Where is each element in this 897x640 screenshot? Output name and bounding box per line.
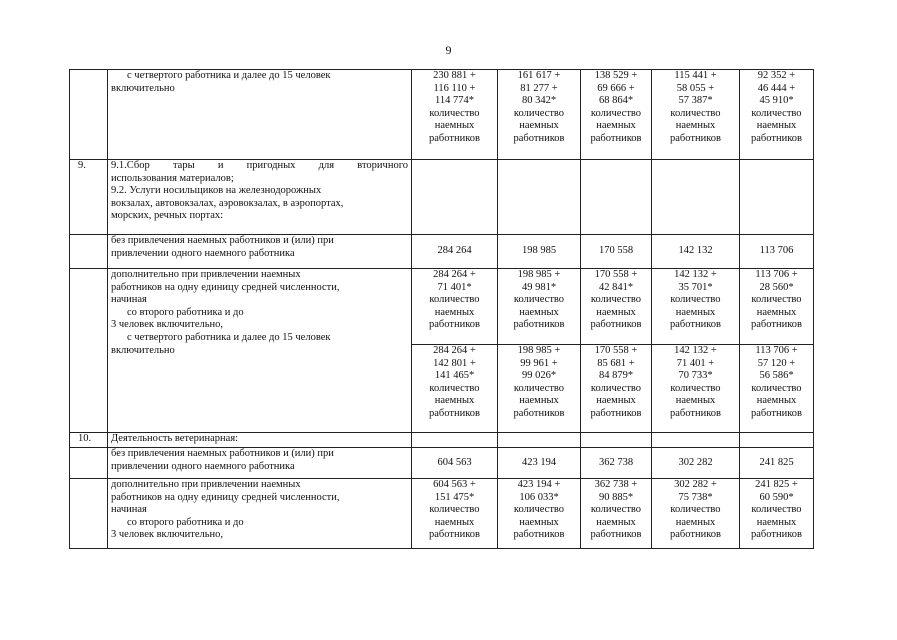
value-line: 161 617 + — [517, 70, 561, 81]
value-line: работников — [590, 407, 642, 419]
value-cell: 241 825 — [740, 448, 814, 479]
desc-line: работников на одну единицу средней численности, — [111, 281, 340, 293]
value-line: наемных — [434, 516, 475, 528]
value-line: работников — [670, 407, 721, 419]
value-line: 92 352 + — [757, 70, 796, 81]
value-line: количество — [751, 382, 802, 394]
value-line: наемных — [756, 395, 797, 407]
value-line: 604 563 + — [433, 479, 476, 490]
value-cell — [652, 345, 740, 433]
value-line: количество — [751, 294, 802, 306]
value-line: работников — [751, 529, 802, 541]
desc-line: 9.2. Услуги носильщиков на железнодорожных — [111, 185, 322, 197]
value-line: работников — [429, 132, 480, 144]
value-cell — [740, 479, 814, 549]
value-line: 75 738* — [678, 491, 713, 503]
value-cell: 302 282 — [652, 448, 740, 479]
value-line: 58 055 + — [676, 82, 715, 94]
value-cell — [581, 345, 652, 433]
value-line: количество — [513, 382, 565, 394]
value-cell — [412, 345, 498, 433]
value-line: 116 110 + — [433, 82, 476, 94]
value-cell — [581, 160, 652, 235]
value-line: 362 738 + — [594, 479, 638, 490]
value-cell: 198 985 — [498, 235, 581, 269]
value-line: количество — [429, 382, 480, 394]
value-line: количество — [513, 504, 565, 516]
value-line: 42 841* — [598, 281, 634, 293]
value-line: работников — [751, 407, 802, 419]
desc-line: с четвертого работника и далее до 15 человек — [127, 331, 331, 343]
value-cell — [498, 479, 581, 549]
value-line: наемных — [519, 395, 559, 407]
value-cell — [581, 70, 652, 160]
value-line: работников — [429, 407, 480, 419]
desc-line: со второго работника и до — [127, 516, 244, 528]
value-line: наемных — [434, 120, 475, 132]
table-row — [70, 235, 814, 269]
desc-line: 3 человек включительно, — [111, 529, 224, 541]
value-line: 302 282 + — [674, 479, 717, 490]
value-cell — [652, 70, 740, 160]
table-row — [70, 160, 814, 235]
table-row — [70, 70, 814, 160]
value-line: количество — [670, 107, 721, 119]
value-line: 35 701* — [678, 281, 713, 293]
row-number-cell: 10. — [70, 433, 108, 448]
desc-line: начиная — [111, 294, 147, 306]
value-cell: 423 194 — [498, 448, 581, 479]
value-line: 45 910* — [759, 95, 794, 107]
value-line: 170 558 + — [594, 269, 638, 280]
value-line: наемных — [596, 516, 636, 528]
value-line: работников — [670, 319, 721, 331]
row-number-cell — [70, 269, 108, 433]
value-cell — [412, 269, 498, 345]
value-line: 423 194 + — [517, 479, 561, 490]
value-line: количество — [590, 107, 642, 119]
value-cell — [652, 160, 740, 235]
section-heading — [108, 160, 412, 235]
desc-line: 9.1.Сбор тары и пригодных для вторичного — [111, 160, 408, 171]
value-line: 170 558 + — [594, 345, 638, 356]
value-line: 69 666 + — [597, 82, 635, 94]
desc-line: 3 человек включительно, — [111, 319, 224, 331]
tariff-table — [69, 69, 814, 549]
value-line: 284 264 + — [433, 345, 476, 356]
desc-line: работников на одну единицу средней численности, — [111, 491, 340, 503]
value-line: 60 590* — [759, 491, 794, 503]
value-cell — [412, 70, 498, 160]
value-line: 28 560* — [759, 281, 794, 293]
value-line: количество — [429, 504, 480, 516]
value-line: 49 981* — [521, 281, 557, 293]
value-cell — [740, 269, 814, 345]
desc-line: привлечении одного наемного работника — [111, 247, 295, 259]
value-cell: 362 738 — [581, 448, 652, 479]
desc-line: без привлечения наемных работников и (или) при — [111, 448, 334, 459]
value-cell — [498, 70, 581, 160]
table-row — [70, 479, 814, 549]
value-line: 106 033* — [519, 491, 559, 503]
value-line: количество — [670, 294, 721, 306]
row-number-cell — [70, 235, 108, 269]
value-line: 115 441 + — [674, 70, 717, 81]
value-line: 80 342* — [521, 95, 557, 107]
value-cell — [652, 479, 740, 549]
value-line: наемных — [596, 120, 636, 132]
value-line: работников — [751, 319, 802, 331]
desc-line: без привлечения наемных работников и (или) при — [111, 235, 334, 246]
row-description — [108, 479, 412, 549]
value-line: 85 681 + — [597, 357, 635, 369]
value-line: 113 706 + — [755, 269, 798, 280]
value-line: 57 387* — [678, 95, 713, 107]
desc-line: морских, речных портах: — [111, 210, 224, 222]
value-cell: 604 563 — [412, 448, 498, 479]
value-line: работников — [513, 319, 565, 331]
value-line: наемных — [519, 516, 559, 528]
value-line: работников — [751, 132, 802, 144]
value-cell — [581, 479, 652, 549]
row-description — [108, 70, 412, 160]
value-line: количество — [429, 294, 480, 306]
value-cell — [740, 70, 814, 160]
value-line: наемных — [434, 306, 475, 318]
value-line: работников — [590, 132, 642, 144]
value-line: 142 132 + — [674, 345, 717, 356]
desc-line: привлечении одного наемного работника — [111, 460, 295, 472]
value-line: 198 985 + — [517, 345, 561, 356]
value-line: работников — [429, 319, 480, 331]
value-line: работников — [429, 529, 480, 541]
value-line: 68 864* — [598, 95, 634, 107]
desc-line: вокзалах, автовокзалах, аэровокзалах, в аэропортах, — [111, 197, 344, 209]
value-cell — [498, 160, 581, 235]
value-line: количество — [590, 504, 642, 516]
desc-line: использования материалов; — [111, 172, 234, 184]
value-line: количество — [429, 107, 480, 119]
value-line: наемных — [434, 395, 475, 407]
value-line: 99 026* — [521, 370, 557, 382]
value-line: 84 879* — [598, 370, 634, 382]
value-cell: 284 264 — [412, 235, 498, 269]
value-line: количество — [751, 504, 802, 516]
value-line: 71 401* — [437, 281, 472, 293]
section-heading — [108, 433, 412, 448]
value-line: наемных — [675, 306, 716, 318]
table-row — [70, 269, 814, 345]
value-cell — [498, 345, 581, 433]
value-cell: 142 132 — [652, 235, 740, 269]
value-line: 99 961 + — [520, 357, 558, 369]
value-cell — [652, 269, 740, 345]
value-line: количество — [670, 382, 721, 394]
value-line: работников — [670, 132, 721, 144]
value-cell — [498, 433, 581, 448]
value-line: наемных — [596, 395, 636, 407]
value-line: работников — [513, 132, 565, 144]
value-cell — [652, 433, 740, 448]
desc-line: дополнительно при привлечении наемных — [111, 479, 301, 490]
value-line: 70 733* — [678, 370, 713, 382]
row-description — [108, 448, 412, 479]
value-cell — [412, 433, 498, 448]
row-number-cell — [70, 479, 108, 549]
value-line: наемных — [675, 395, 716, 407]
value-line: количество — [670, 504, 721, 516]
value-line: 142 132 + — [674, 269, 717, 280]
desc-line: с четвертого работника и далее до 15 человек — [127, 70, 331, 81]
value-line: работников — [670, 529, 721, 541]
value-line: 241 825 + — [755, 479, 798, 490]
value-line: работников — [590, 529, 642, 541]
value-line: 57 120 + — [757, 357, 796, 369]
value-line: наемных — [756, 306, 797, 318]
value-line: 141 465* — [434, 370, 475, 382]
value-line: 81 277 + — [520, 82, 558, 94]
table-row — [70, 448, 814, 479]
value-line: наемных — [675, 120, 716, 132]
desc-line: со второго работника и до — [127, 306, 244, 318]
desc-line: Деятельность ветеринарная: — [111, 433, 239, 444]
value-line: 230 881 + — [433, 70, 476, 81]
value-line: 198 985 + — [517, 269, 561, 280]
value-line: количество — [590, 382, 642, 394]
row-number-cell — [70, 448, 108, 479]
value-cell — [412, 160, 498, 235]
table-row — [70, 433, 814, 448]
desc-line: начиная — [111, 504, 147, 516]
value-line: 46 444 + — [757, 82, 796, 94]
value-line: наемных — [675, 516, 716, 528]
value-line: наемных — [596, 306, 636, 318]
row-number-cell — [70, 70, 108, 160]
value-line: наемных — [756, 120, 797, 132]
value-line: наемных — [756, 516, 797, 528]
value-cell — [581, 269, 652, 345]
page-number: 9 — [445, 43, 452, 57]
value-cell: 113 706 — [740, 235, 814, 269]
value-cell — [740, 345, 814, 433]
value-line: 284 264 + — [433, 269, 476, 280]
value-line: 71 401 + — [676, 357, 715, 369]
value-line: 90 885* — [598, 491, 634, 503]
value-cell — [740, 433, 814, 448]
value-line: количество — [513, 294, 565, 306]
desc-line: включительно — [111, 82, 175, 94]
value-line: работников — [590, 319, 642, 331]
value-line: 151 475* — [434, 491, 475, 503]
value-cell — [581, 433, 652, 448]
row-description — [108, 235, 412, 269]
desc-line: дополнительно при привлечении наемных — [111, 269, 301, 280]
value-line: 114 774* — [435, 95, 474, 107]
value-line: работников — [513, 407, 565, 419]
value-line: количество — [590, 294, 642, 306]
value-line: работников — [513, 529, 565, 541]
value-line: 142 801 + — [433, 357, 476, 369]
value-line: количество — [751, 107, 802, 119]
value-cell — [740, 160, 814, 235]
row-number-cell: 9. — [70, 160, 108, 235]
value-line: 138 529 + — [594, 70, 638, 81]
value-line: 56 586* — [759, 370, 794, 382]
value-line: наемных — [519, 306, 559, 318]
value-cell: 170 558 — [581, 235, 652, 269]
row-description — [108, 269, 412, 433]
desc-line: включительно — [111, 344, 175, 356]
value-line: 113 706 + — [755, 345, 798, 356]
value-line: наемных — [519, 120, 559, 132]
value-cell — [498, 269, 581, 345]
value-line: количество — [513, 107, 565, 119]
value-cell — [412, 479, 498, 549]
